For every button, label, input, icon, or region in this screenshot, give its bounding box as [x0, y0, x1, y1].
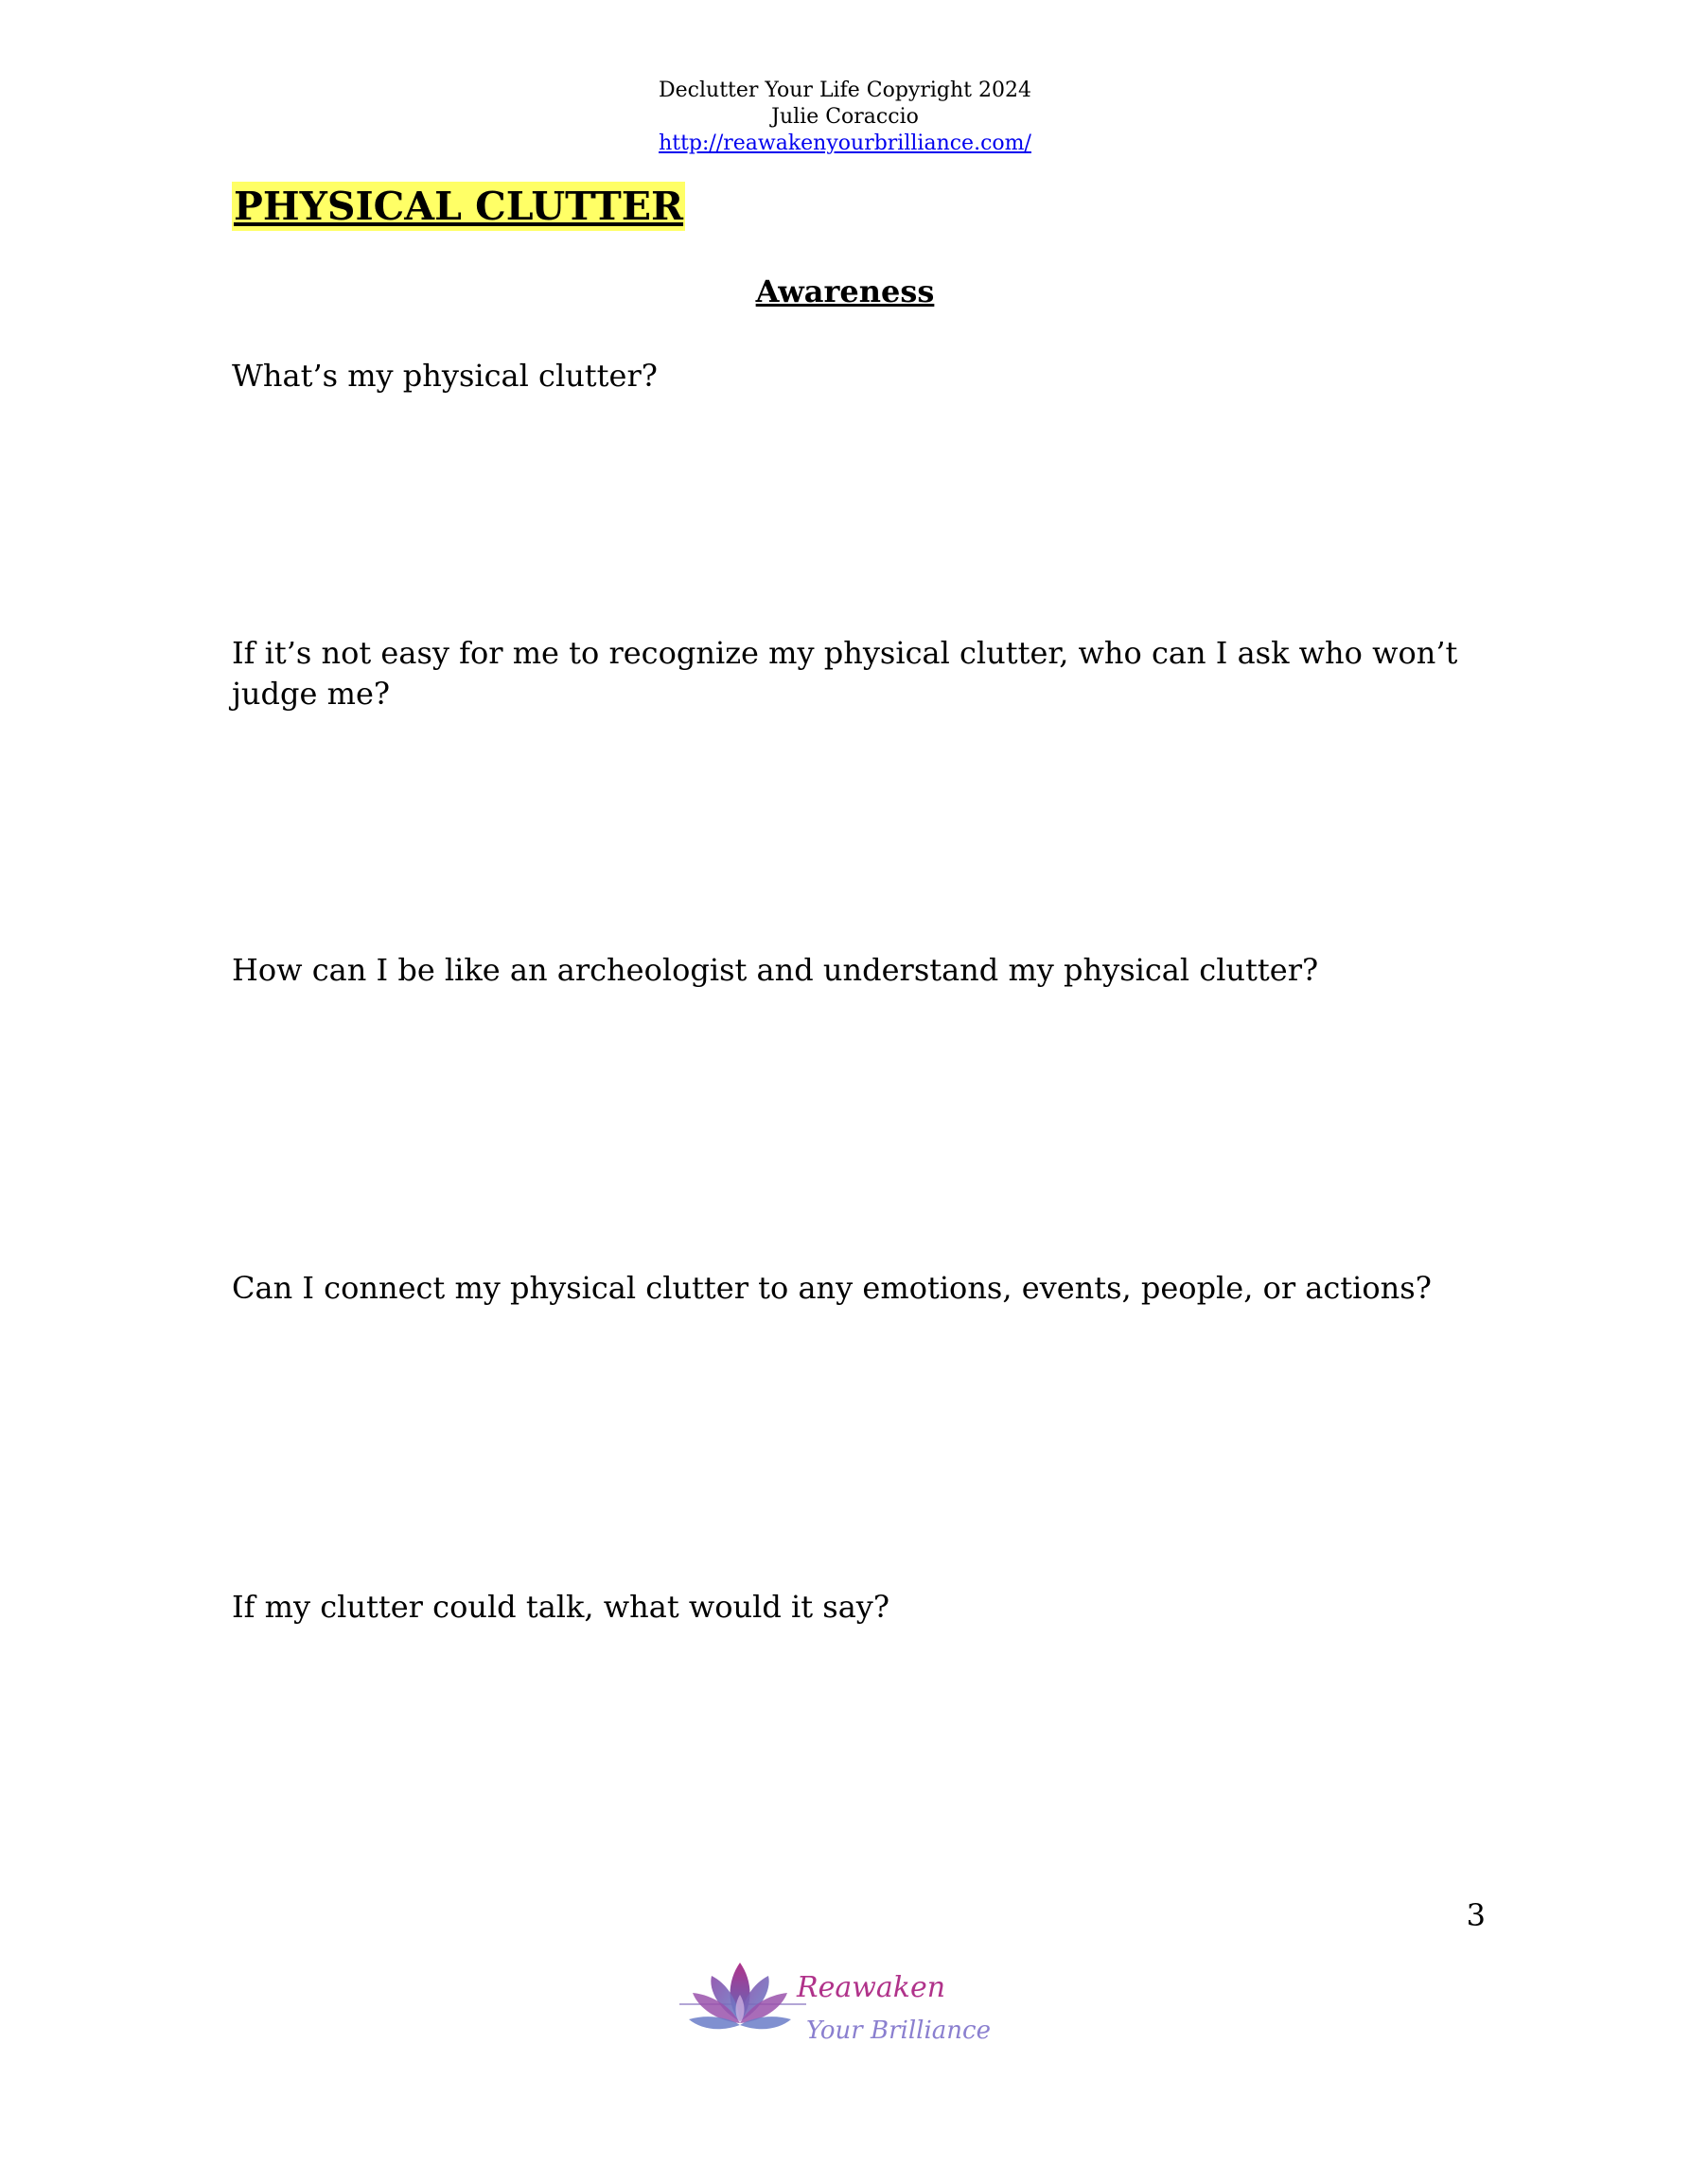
question-5: If my clutter could talk, what would it say?: [232, 1589, 889, 1625]
question-1: What’s my physical clutter?: [232, 358, 658, 394]
lotus-icon: [674, 1957, 991, 2061]
brand-logo: [674, 1957, 991, 2061]
page-header: [0, 78, 1690, 157]
section-title: PHYSICAL CLUTTER: [234, 184, 684, 229]
question-2: If it’s not easy for me to recognize my physical clutter, who can I ask who won’t judge me?: [232, 635, 1458, 712]
section-subtitle: Awareness: [755, 273, 935, 309]
question-4: Can I connect my physical clutter to any emotions, events, people, or actions?: [232, 1270, 1432, 1306]
logo-text-line1: Reawaken: [797, 1971, 946, 2004]
question-3: How can I be like an archeologist and understand my physical clutter?: [232, 952, 1319, 988]
header-website-link[interactable]: http://reawakenyourbrilliance.com/: [659, 132, 1031, 155]
header-author: Julie Coraccio: [771, 105, 919, 129]
page-number: 3: [1466, 1897, 1486, 1933]
header-copyright: Declutter Your Life Copyright 2024: [659, 79, 1031, 102]
logo-text-line2: Your Brilliance: [806, 2017, 991, 2045]
